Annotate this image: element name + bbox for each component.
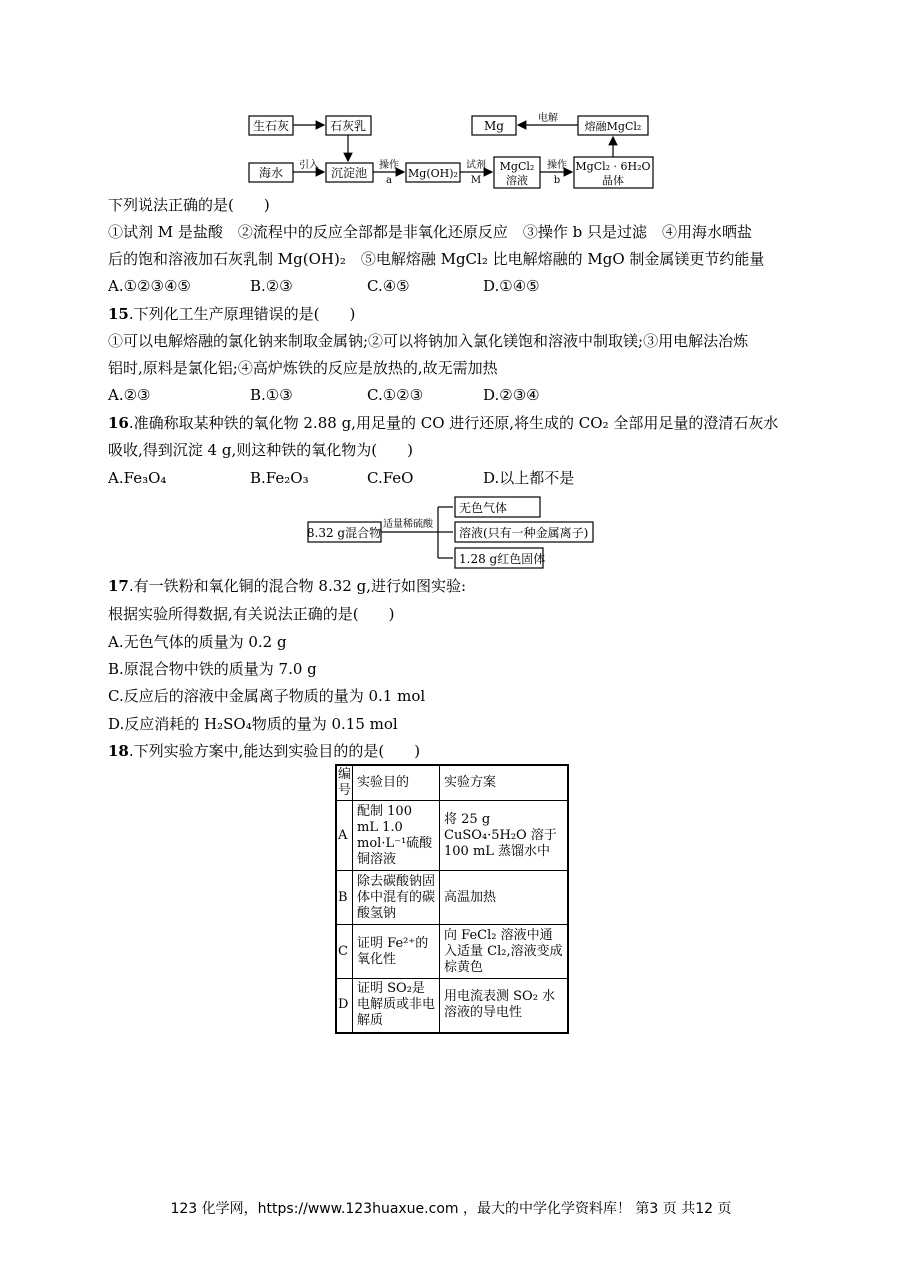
- header-purpose: 实验目的: [353, 765, 440, 801]
- q14-stem: 下列说法正确的是( ): [108, 196, 270, 214]
- q16-line1: [108, 413, 778, 433]
- q18-stem-text: .下列实验方案中,能达到实验目的的是( ): [128, 742, 421, 760]
- q18-number: 18: [108, 742, 129, 760]
- q15-option-c[interactable]: C.①②③: [367, 386, 424, 404]
- reagent-sub: M: [470, 175, 482, 186]
- q16-option-b[interactable]: B.Fe₂O₃: [250, 469, 309, 487]
- experiment-table: [335, 764, 569, 1034]
- table-row: [336, 979, 568, 1033]
- q14-line1: ①试剂 M 是盐酸 ②流程中的反应全部都是非氧化还原反应 ③操作 b 只是过滤 ④用海水晒盐: [108, 223, 753, 241]
- q17-number: 17: [108, 577, 129, 595]
- mixture-label: 8.32 g混合物: [306, 526, 382, 540]
- table-header-row: [336, 765, 568, 801]
- q16-option-a[interactable]: A.Fe₃O₄: [108, 469, 167, 487]
- q14-option-d[interactable]: D.①④⑤: [483, 277, 540, 295]
- limemilk-label: 石灰乳: [329, 119, 367, 133]
- introduce-label: 引入: [299, 160, 319, 171]
- row-purpose: 证明 Fe²⁺的氧化性: [353, 925, 440, 979]
- row-purpose: 配制 100 mL 1.0 mol·L⁻¹硫酸铜溶液: [353, 801, 440, 871]
- q14-option-a[interactable]: A.①②③④⑤: [108, 277, 191, 295]
- reagent-label: 试剂: [466, 160, 486, 171]
- q15-number: 15: [108, 305, 129, 323]
- q17-option-b[interactable]: B.原混合物中铁的质量为 7.0 g: [108, 660, 317, 678]
- row-purpose: 证明 SO₂是电解质或非电解质: [353, 979, 440, 1033]
- mg-label: Mg: [484, 119, 504, 133]
- q16-option-c[interactable]: C.FeO: [367, 469, 414, 487]
- q15-stem: [108, 304, 355, 324]
- mgcl2-solution-line1: MgCl₂: [499, 160, 535, 173]
- q14-option-c[interactable]: C.④⑤: [367, 277, 410, 295]
- gas-label: 无色气体: [459, 501, 508, 515]
- q17-line1: [108, 576, 466, 596]
- row-id: A: [336, 801, 353, 871]
- page-footer: 123 化学网，https://www.123huaxue.com ，最大的中学化学资料库！ 第3 页 共12 页: [170, 1201, 732, 1217]
- electrolysis-label: 电解: [538, 113, 558, 124]
- q16-line2: 吸收,得到沉淀 4 g,则这种铁的氧化物为( ): [108, 441, 413, 459]
- q17-line1-text: .有一铁粉和氧化铜的混合物 8.32 g,进行如图实验:: [128, 577, 467, 595]
- seawater-label: 海水: [258, 166, 284, 180]
- op-b-label: 操作: [547, 160, 567, 171]
- header-id: 编号: [336, 765, 353, 801]
- q14-option-b[interactable]: B.②③: [250, 277, 293, 295]
- row-id: C: [336, 925, 353, 979]
- q16-line1-text: .准确称取某种铁的氧化物 2.88 g,用足量的 CO 进行还原,将生成的 CO₂ 全部用足量的澄清石灰水: [128, 414, 779, 432]
- row-plan: 用电流表测 SO₂ 水溶液的导电性: [440, 979, 568, 1033]
- q16-option-d[interactable]: D.以上都不是: [483, 469, 575, 487]
- mgoh2-label: Mg(OH)₂: [408, 167, 458, 180]
- row-plan: 向 FeCl₂ 溶液中通入适量 Cl₂,溶液变成棕黄色: [440, 925, 568, 979]
- crystal-line1: MgCl₂ · 6H₂O: [575, 160, 651, 173]
- solution-label: 溶液(只有一种金属离子): [459, 526, 589, 540]
- op-a-label: 操作: [379, 160, 399, 171]
- op-b-sub: b: [553, 175, 561, 186]
- q17-option-c[interactable]: C.反应后的溶液中金属离子物质的量为 0.1 mol: [108, 687, 426, 705]
- row-plan: 高温加热: [440, 871, 568, 925]
- q16-number: 16: [108, 414, 129, 432]
- q17-option-d[interactable]: D.反应消耗的 H₂SO₄物质的量为 0.15 mol: [108, 715, 398, 733]
- q15-option-b[interactable]: B.①③: [250, 386, 293, 404]
- mgcl2-solution-line2: 溶液: [506, 174, 528, 187]
- table-row: [336, 871, 568, 925]
- q17-line2: 根据实验所得数据,有关说法正确的是( ): [108, 605, 395, 623]
- q15-option-d[interactable]: D.②③④: [483, 386, 540, 404]
- magnesium-process-flow-diagram: [0, 0, 902, 200]
- q15-option-a[interactable]: A.②③: [108, 386, 151, 404]
- crystal-line2: 晶体: [602, 174, 624, 187]
- molten-mgcl2-label: 熔融MgCl₂: [584, 120, 642, 133]
- quicklime-label: 生石灰: [252, 119, 290, 133]
- q15-line2: 铝时,原料是氯化铝;④高炉炼铁的反应是放热的,故无需加热: [108, 359, 498, 377]
- op-a-sub: a: [386, 175, 392, 186]
- tank-label: 沉淀池: [330, 166, 368, 180]
- q15-stem-text: .下列化工生产原理错误的是( ): [128, 305, 356, 323]
- q14-line2: 后的饱和溶液加石灰乳制 Mg(OH)₂ ⑤电解熔融 MgCl₂ 比电解熔融的 MgO 制金属镁更节约能量: [108, 250, 765, 268]
- table-row: [336, 925, 568, 979]
- q15-line1: ①可以电解熔融的氯化钠来制取金属钠;②可以将钠加入氯化镁饱和溶液中制取镁;③用电解法冶炼: [108, 332, 749, 350]
- q17-option-a[interactable]: A.无色气体的质量为 0.2 g: [108, 633, 287, 651]
- header-plan: 实验方案: [440, 765, 568, 801]
- row-purpose: 除去碳酸钠固体中混有的碳酸氢钠: [353, 871, 440, 925]
- solid-label: 1.28 g红色固体: [459, 552, 546, 566]
- row-id: D: [336, 979, 353, 1033]
- row-id: B: [336, 871, 353, 925]
- sulfuric-acid-label: 适量稀硫酸: [383, 519, 433, 530]
- mixture-experiment-diagram: [0, 492, 902, 572]
- table-row: [336, 801, 568, 871]
- row-plan: 将 25 g CuSO₄·5H₂O 溶于 100 mL 蒸馏水中: [440, 801, 568, 871]
- q18-stem: [108, 741, 420, 761]
